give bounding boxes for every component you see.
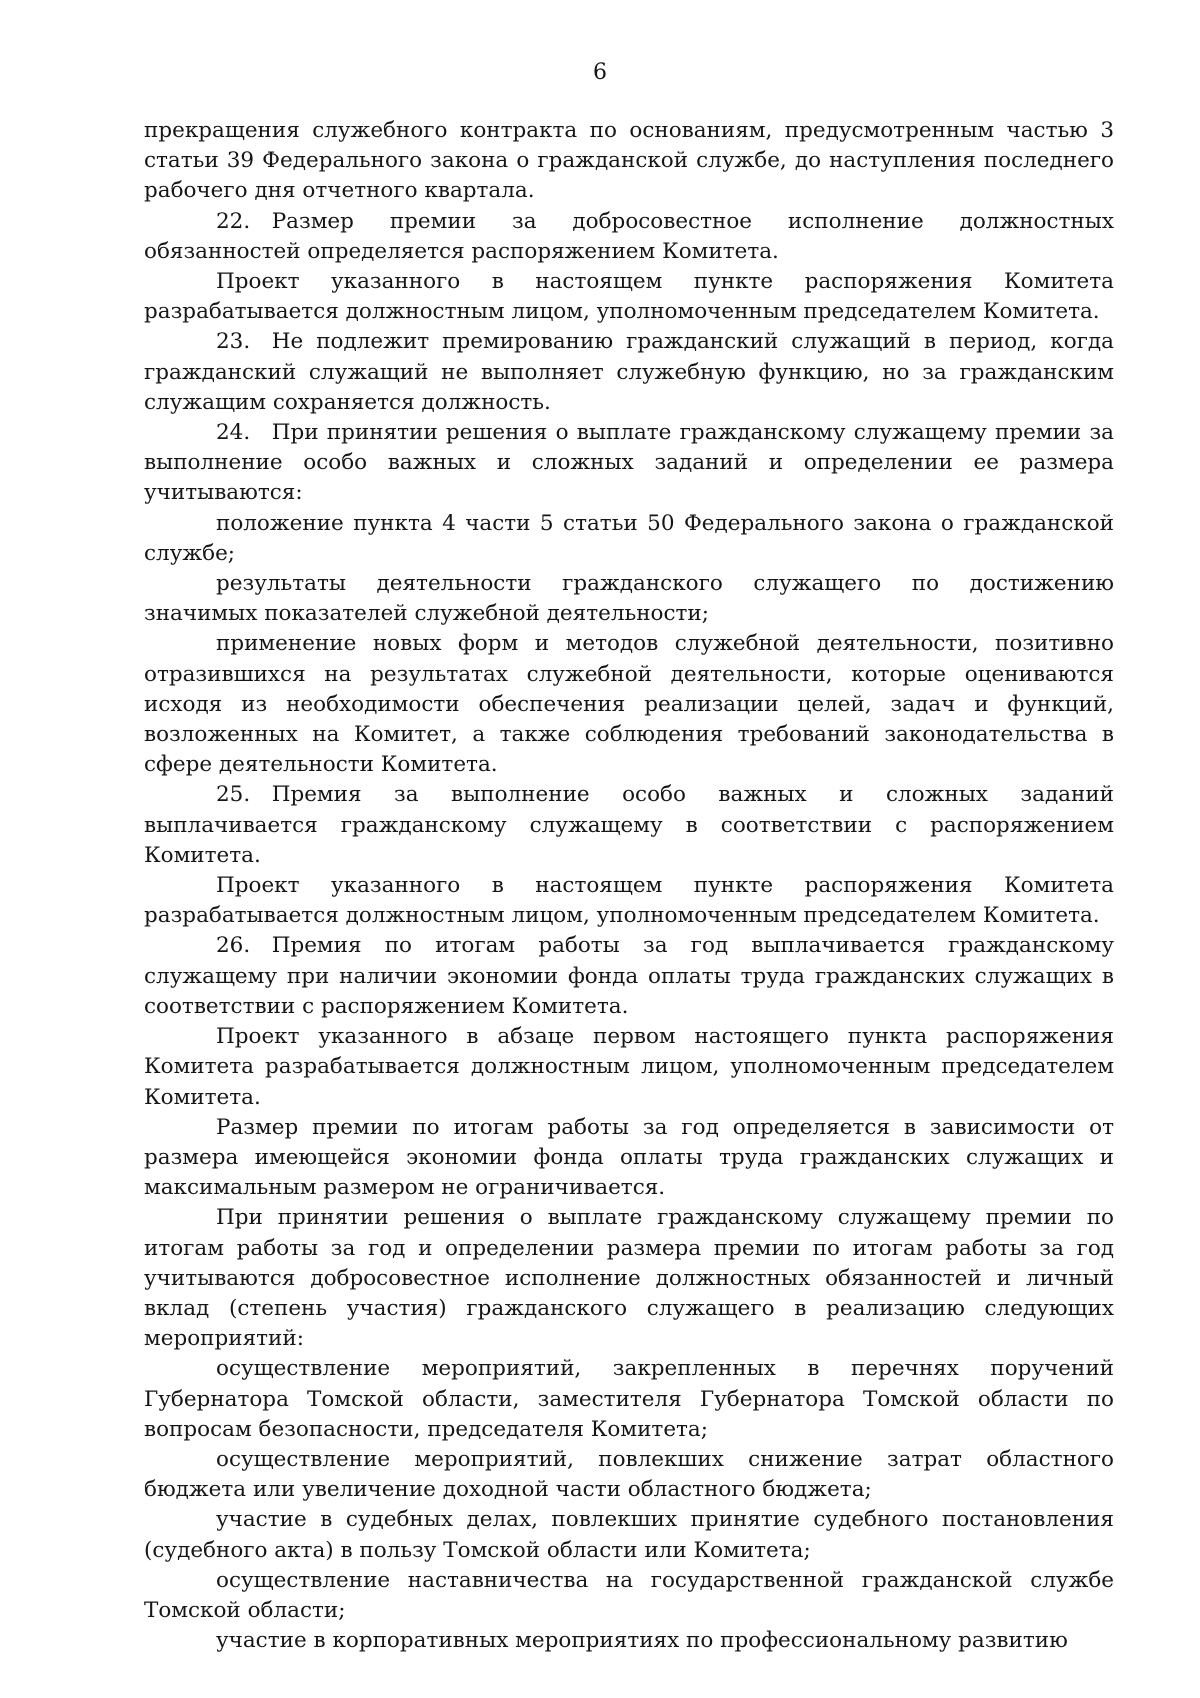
paragraph: Проект указанного в настоящем пункте распоряжения Комитета разрабатывается должностным лицом, уполномоченным председателем Комитета. (144, 873, 1121, 929)
paragraph: осуществление мероприятий, повлекших снижение затрат областного бюджета или увеличение доходной части областного бюджета; (144, 1446, 1121, 1503)
page-number: 6 (593, 60, 607, 85)
paragraph: 22. Размер премии за добросовестное исполнение должностных обязанностей определяется распоряжением Комитета. (144, 208, 1121, 264)
paragraph: участие в судебных делах, повлекших принятие судебного постановления (судебного акта) в пользу Томской области или Комитета; (144, 1507, 1121, 1563)
paragraph: При принятии решения о выплате гражданскому служащему премии по итогам работы за год и определении размера премии по итогам работы за год учитываются добросовестное исполнение должностных обязанностей и личный вклад (степень участия) гражданского служащего в реализацию следующих мероприятий: (144, 1205, 1121, 1352)
paragraph: положение пункта 4 части 5 статьи 50 Федерального закона о гражданской службе; (144, 510, 1121, 566)
paragraph: участие в корпоративных мероприятиях по профессиональному развитию (216, 1628, 1068, 1654)
paragraph: Размер премии по итогам работы за год определяется в зависимости от размера имеющейся экономии фонда оплаты труда гражданских служащих и максимальным размером не ограничивается. (144, 1114, 1121, 1201)
paragraph: Проект указанного в настоящем пункте распоряжения Комитета разрабатывается должностным лицом, уполномоченным председателем Комитета. (144, 269, 1121, 325)
paragraph: осуществление наставничества на государственной гражданской службе Томской области; (144, 1567, 1121, 1623)
paragraph: 24. При принятии решения о выплате гражданскому служащему премии за выполнение особо важных и сложных заданий и определении ее размера учитываются: (144, 420, 1121, 506)
document-body (144, 116, 1121, 1656)
paragraph: Проект указанного в абзаце первом настоящего пункта распоряжения Комитета разрабатывается должностным лицом, уполномоченным председателем Комитета. (144, 1024, 1121, 1110)
paragraph: 26. Премия по итогам работы за год выплачивается гражданскому служащему при наличии экономии фонда оплаты труда гражданских служащих в соответствии с распоряжением Комитета. (144, 933, 1121, 1019)
paragraph: 25. Премия за выполнение особо важных и сложных заданий выплачивается гражданскому служащему в соответствии с распоряжением Комитета. (144, 782, 1121, 868)
paragraph: прекращения служебного контракта по основаниям, предусмотренным частью 3 статьи 39 Федерального закона о гражданской службе, до наступления последнего рабочего дня отчетного квартала. (144, 118, 1121, 204)
paragraph: осуществление мероприятий, закрепленных в перечнях поручений Губернатора Томской области, заместителя Губернатора Томской области по вопросам безопасности, председателя Комитета; (144, 1356, 1121, 1442)
paragraph: применение новых форм и методов служебной деятельности, позитивно отразившихся на результатах служебной деятельности, которые оцениваются исходя из необходимости обеспечения реализации целей, задач и функций, возложенных на Комитет, а также соблюдения требований законодательства в сфере деятельности Комитета. (144, 631, 1121, 778)
paragraph: результаты деятельности гражданского служащего по достижению значимых показателей служебной деятельности; (144, 571, 1121, 627)
paragraph: 23. Не подлежит премированию гражданский служащий в период, когда гражданский служащий не выполняет служебную функцию, но за гражданским служащим сохраняется должность. (144, 329, 1121, 415)
